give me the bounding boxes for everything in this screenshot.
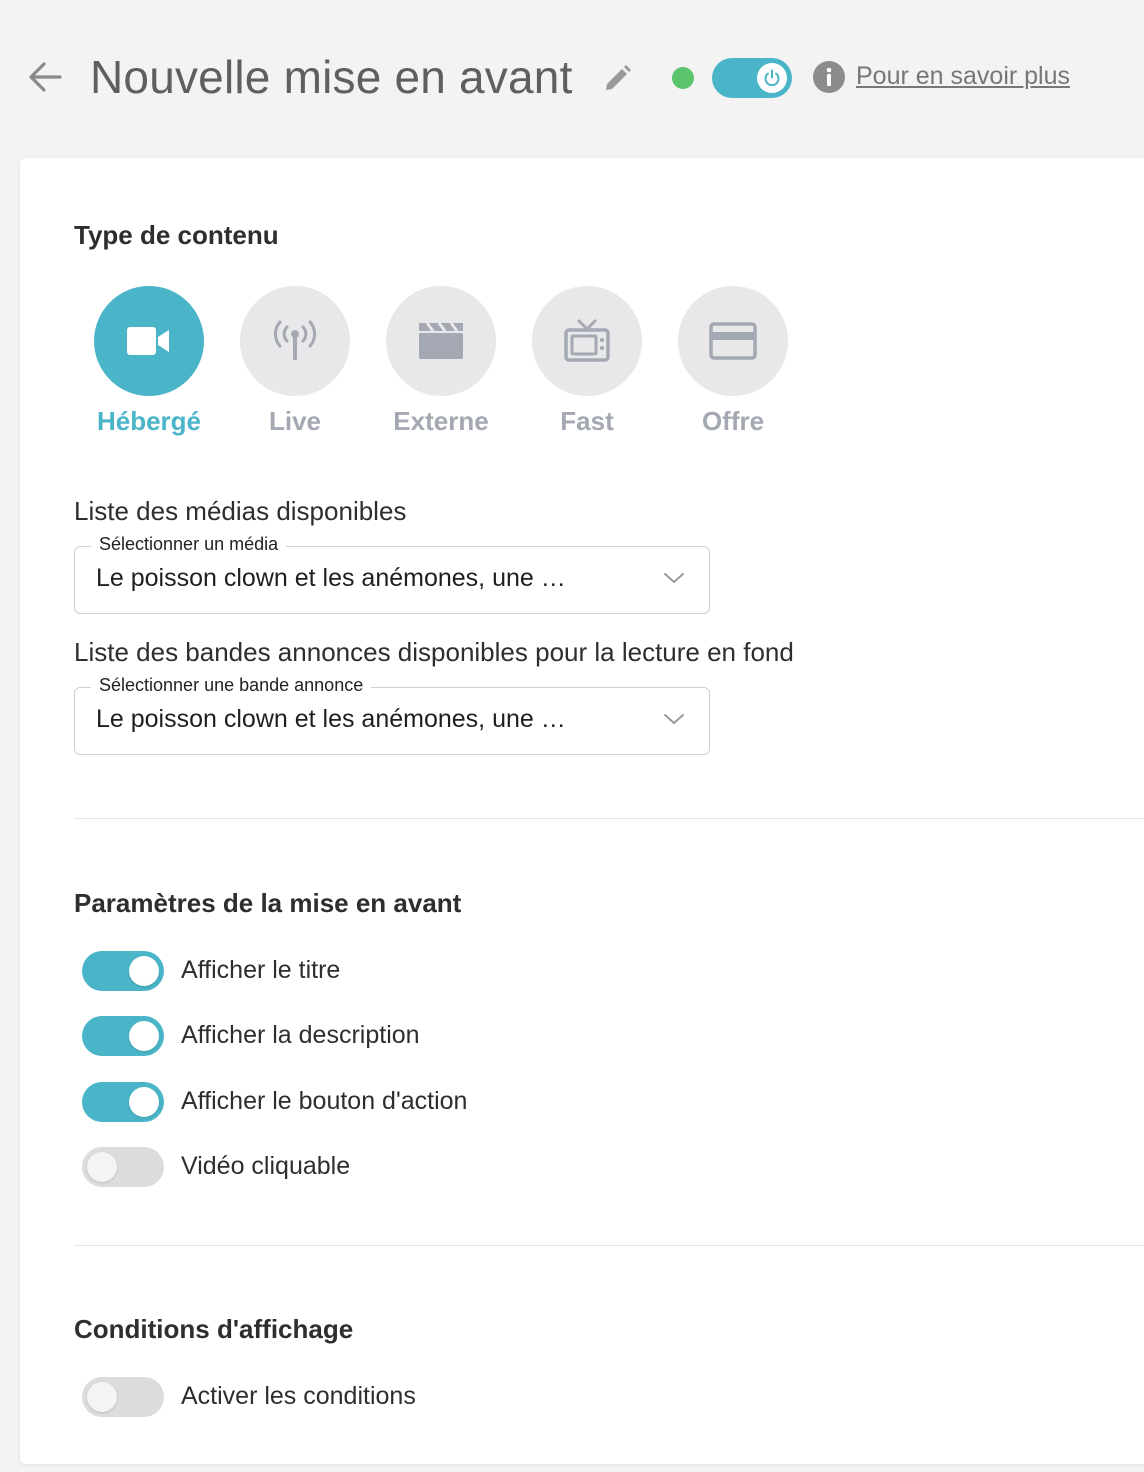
broadcast-icon	[240, 286, 350, 396]
section-divider	[74, 818, 1144, 819]
conditions-switch[interactable]	[82, 1377, 164, 1417]
tv-icon	[532, 286, 642, 396]
content-type-title: Type de contenu	[74, 220, 279, 250]
power-icon	[757, 63, 787, 93]
media-list-label: Liste des médias disponibles	[74, 496, 407, 526]
content-type-label: Live	[268, 406, 322, 436]
content-type-label: Hébergé	[96, 406, 202, 436]
clickable-video-switch[interactable]	[82, 1147, 164, 1187]
trailer-select-legend: Sélectionner une bande annonce	[91, 675, 371, 696]
trailer-list-label: Liste des bandes annonces disponibles pour la lecture en fond	[74, 637, 794, 667]
media-select[interactable]	[74, 534, 710, 614]
content-type-external[interactable]	[368, 286, 514, 437]
trailer-select-value: Le poisson clown et les anémones, une …	[96, 705, 566, 733]
toggle-label: Activer les conditions	[181, 1382, 416, 1410]
toggle-label: Vidéo cliquable	[181, 1152, 351, 1180]
show-title-switch[interactable]	[82, 951, 164, 991]
media-select-value: Le poisson clown et les anémones, une …	[96, 564, 566, 592]
toggle-label: Afficher le bouton d'action	[181, 1087, 468, 1115]
conditions-title: Conditions d'affichage	[74, 1314, 354, 1344]
video-camera-icon	[94, 286, 204, 396]
toggle-label: Afficher le titre	[181, 956, 341, 984]
trailer-select[interactable]	[74, 675, 710, 755]
info-icon[interactable]	[813, 61, 845, 93]
content-type-live[interactable]	[222, 286, 368, 437]
settings-title: Paramètres de la mise en avant	[74, 888, 462, 918]
learn-more-link[interactable]: Pour en savoir plus	[856, 62, 1071, 90]
show-action-button-switch[interactable]	[82, 1082, 164, 1122]
content-type-fast[interactable]	[514, 286, 660, 437]
content-type-hosted[interactable]	[76, 286, 222, 437]
section-divider	[74, 1245, 1144, 1246]
form-card	[20, 158, 1144, 1464]
content-type-offer[interactable]	[660, 286, 806, 437]
chevron-down-icon	[663, 712, 685, 731]
content-type-label: Fast	[560, 406, 614, 436]
toggle-label: Afficher la description	[181, 1021, 420, 1049]
content-type-label: Offre	[701, 406, 765, 436]
pencil-icon[interactable]	[600, 62, 634, 96]
page-title: Nouvelle mise en avant	[90, 51, 573, 103]
media-select-legend: Sélectionner un média	[91, 534, 286, 555]
show-description-switch[interactable]	[82, 1016, 164, 1056]
chevron-down-icon	[663, 571, 685, 590]
back-arrow-icon[interactable]	[26, 58, 64, 96]
content-type-label: Externe	[393, 406, 489, 436]
credit-card-icon	[678, 286, 788, 396]
publish-toggle[interactable]	[712, 58, 792, 98]
status-dot	[672, 67, 694, 89]
clapperboard-icon	[386, 286, 496, 396]
page-header	[0, 0, 1144, 158]
